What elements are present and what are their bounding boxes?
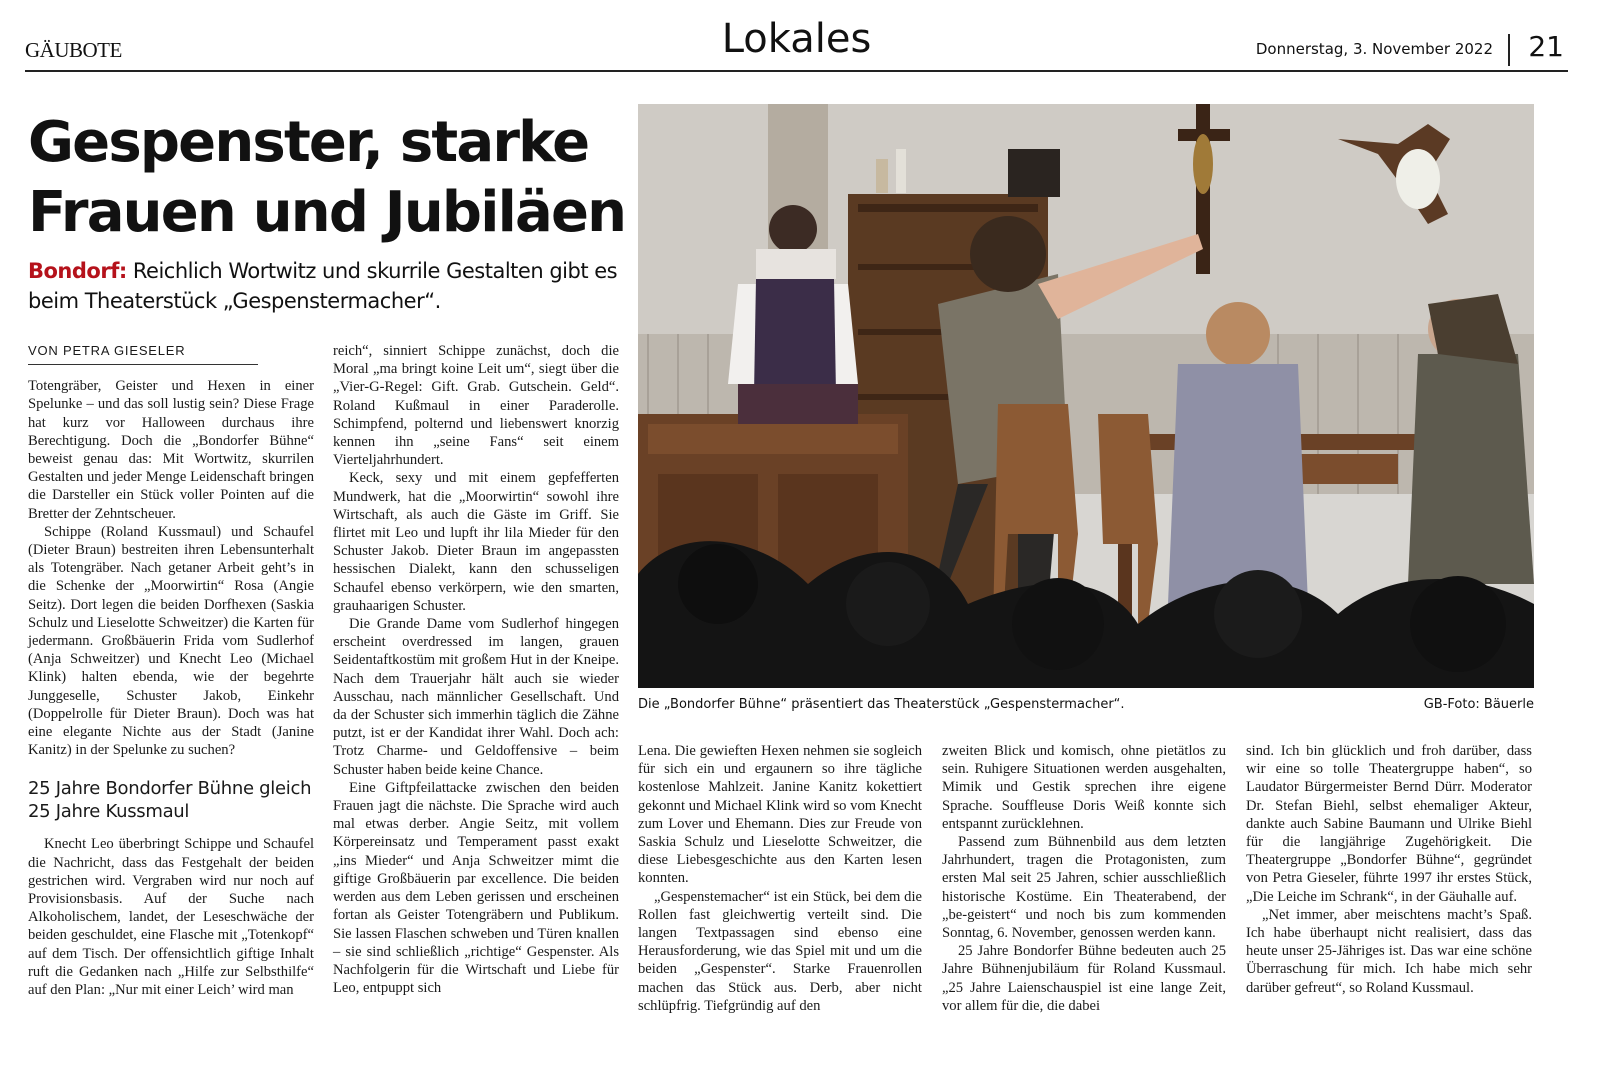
text-column-2 [333,342,619,997]
photo-credit: GB-Foto: Bäuerle [1423,697,1534,712]
paragraph: Knecht Leo überbringt Schippe und Schaufel die Nachricht, dass das Festgehalt der beiden gestrichen wird. Vergraben wird nur noch auf Provisionsbasis. Auf der Suche nach Alkoholischem, landet, der Leseschwäche der beiden geschuldet, eine Flasche mit „Totenkopf“ auf dem Tisch. Der offensichtlich giftige Inhalt ruft die Gedanken nach „Hilfe zur Selbsthilfe“ auf den Plan: „Nur mit einer Leich’ wird man [28,836,314,999]
stage-photo [638,104,1534,688]
headline-line-2: Frauen und Jubiläen [28,180,626,245]
page-number-divider [1508,34,1510,66]
paragraph: Keck, sexy und mit einem gepfefferten Mundwerk, hat die „Moorwirtin“ sowohl ihre Wirtschaft, als auch die Gäste im Griff. Sie flirtet mit Leo und lupft ihr lila Mieder für den Schuster Jakob. Dieter Braun im angepassten hessischen Dialekt, kann den schusseligen Schaufel ebenso verkörpern, wie den smarten, grauhaarigen Schuster. [333,470,619,614]
text-column-4 [942,742,1226,1015]
subheading: 25 Jahre Bondorfer Bühne gleich 25 Jahre Kussmaul [28,778,312,823]
paragraph: Eine Giftpfeilattacke zwischen den beiden Frauen jagt die nächste. Die Sprache wird auch mal etwas derber. Angie Seitz, mit vollem Körpereinsatz und Temperament passt exakt „ins Mieder“ und Anja Schweitzer mimt die giftige Großbäuerin par excellence. Die beiden werden aus dem Leben gerissen und erscheinen fortan als Geister Totengräbern und Publikum. Sie lassen Flaschen schweben und Türen knallen – sie sind schließlich „richtige“ Gespenster. Als Nachfolgerin für die Wirtschaft und Liebe für Leo, entpuppt sich [333,779,619,997]
byline: VON PETRA GIESELER [28,342,258,365]
paragraph: Passend zum Bühnenbild aus dem letzten Jahrhundert, tragen die Protagonisten, zum ersten Mal seit 25 Jahren, schier ausschließlich historische Kostüme. Ein Theaterabend, der „be-geistert“ und noch bis zum kommenden Sonntag, 6. November, genossen werden kann. [942,834,1226,942]
paragraph: Schippe (Roland Kussmaul) und Schaufel (Dieter Braun) bestreiten ihren Lebensunterhalt als Totengräber. Nach getaner Arbeit geht’s in die Schenke der „Moorwirtin“ Rosa (Angie Seitz). Dort legen die beiden Dorfhexen (Saskia Schulz und Lieselotte Schweitzer) die Karten für jedermann. Großbäuerin Frida vom Sudlerhof (Anja Schweitzer) und Knecht Leo (Michael Klink) halten ebenda, wie der begehrte Junggeselle, Schuster Jakob, Einkehr (Doppelrolle für Dieter Braun). Doch was hat eine elegante Nichte aus der Stadt (Janine Kanitz) in der Spelunke zu suchen? [28,523,314,759]
article-teaser [28,256,628,316]
headline-line-1: Gespenster, starke [28,110,589,175]
text-column-5 [1246,742,1532,997]
page-number: 21 [1528,30,1564,63]
newspaper-logo: GÄUBOTE [25,38,122,62]
text-column-1 [28,342,314,999]
article-headline [28,108,628,248]
photo-caption-row [638,697,1534,712]
paragraph: sind. Ich bin glücklich und froh darüber, dass wir eine so tolle Theatergruppe haben“, so Laudator Bürgermeister Bernd Dürr. Moderator Dr. Stefan Biehl, selbst ehemaliger Akteur, dankte auch Sabine Baumann und Ulrike Biehl für die langjährige Zugehörigkeit. Die Theatergruppe „Bondorfer Bühne“, gegründet von Petra Gieseler, führte 1997 ihr erstes Stück, „Die Leiche im Schrank“, in der Gäuhalle auf. [1246,743,1532,905]
section-title: Lokales [721,16,872,62]
teaser-text: Reichlich Wortwitz und skurrile Gestalten gibt es beim Theaterstück „Gespenstermacher“. [28,259,618,313]
theater-scene-illustration [638,104,1534,688]
paragraph: Totengräber, Geister und Hexen in einer Spelunke – und das soll lustig sein? Diese Frage hat kurz vor Halloween durchaus ihre Berechtigung. Doch die „Bondorfer Bühne“ beweist genau das: Mit Wortwitz, skurrilen Gestalten und jeder Menge Leidenschaft bringen die Darsteller ein Stück voller Pointen auf die Bretter der Zehntscheuer. [28,378,314,522]
issue-date: Donnerstag, 3. November 2022 [1255,40,1493,58]
paragraph: „Net immer, aber meischtens macht’s Spaß. Ich habe überhaupt nicht realisiert, dass das heute unser 25-Jähriges ist. Das war eine schöne Überraschung für mich. Ich habe mich sehr darüber gefreut“, so Roland Kussmaul. [1246,906,1532,996]
paragraph: Die Grande Dame vom Sudlerhof hingegen erscheint overdressed im langen, grauen Seidentaftkostüm mit großem Hut in der Kneipe. Nach dem Trauerjahr hält auch sie wieder Ausschau, nach männlicher Gesellschaft. Und da der Schuster sich immerhin täglich die Zähne putzt, ist er der Kandidat ihrer Wahl. Doch ach: Trotz Charme- und Geldoffensive – beim Schuster haben beide keine Chance. [333,616,619,778]
masthead [25,8,1568,72]
photo-caption: Die „Bondorfer Bühne“ präsentiert das Theaterstück „Gespenstermacher“. [638,697,1125,712]
paragraph: „Gespenstemacher“ ist ein Stück, bei dem die Rollen fast gleichwertig verteilt sind. Die langen Textpassagen sind ebenso eine Herausforderung, wie das Spiel mit und um die beiden „Gespenster“. Starke Frauenrollen machen das Stück aus. Derb, aber nicht schlüpfrig. Tiefgründig auf den [638,888,922,1014]
text-column-3 [638,742,922,1015]
paragraph: zweiten Blick und komisch, ohne pietätlos zu sein. Ruhigere Situationen werden ausgehalten, Mimik und Gestik sprechen ihre eigene Sprache. Souffleuse Doris Weiß konnte sich entspannt zurücklehnen. [942,743,1226,832]
paragraph: 25 Jahre Bondorfer Bühne bedeuten auch 25 Jahre Bühnenjubiläum für Roland Kussmaul. „25 Jahre Laienschauspiel ist eine lange Zeit, vor allem für die, die dabei [942,943,1226,1014]
paragraph: Lena. Die gewieften Hexen nehmen sie sogleich für sich ein und ergaunern so ihre tägliche kostenlose Mahlzeit. Janine Kanitz kokettiert gekonnt und Michael Klink wird so vom Knecht zum Lover und Ehemann. Dies zur Freude von Saskia Schulz und Lieselotte Schweitzer, die diese Liebesgeschichte aus den Karten lesen konnten. [638,743,922,887]
paragraph: reich“, sinniert Schippe zunächst, doch die Moral „ma bringt koine Leit um“, siegt über die „Vier-G-Regel: Gift. Grab. Gutschein. Geld“. Roland Kußmaul in einer Paraderolle. Schimpfend, polternd und liebenswert knorzig kennen ihn „seine Fans“ seit einem Vierteljahrhundert. [333,343,619,469]
teaser-location: Bondorf: [28,259,127,283]
